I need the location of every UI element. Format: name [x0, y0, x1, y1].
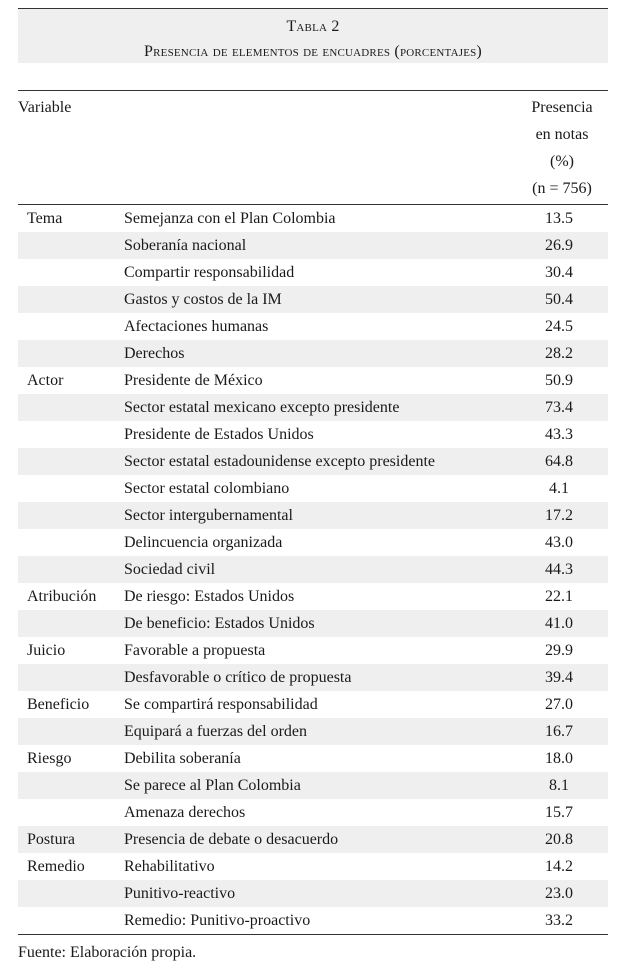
table-row: [18, 664, 608, 691]
header-presence: [516, 91, 608, 205]
document: [18, 8, 608, 963]
table-row: [18, 772, 608, 799]
row-variable: Gastos y costos de la IM: [124, 286, 516, 313]
row-variable: Soberanía nacional: [124, 232, 516, 259]
table-row: [18, 394, 608, 421]
row-value: 14.2: [545, 858, 573, 875]
table-row: [18, 799, 608, 826]
row-variable: Afectaciones humanas: [124, 318, 269, 335]
row-category: [18, 340, 124, 367]
row-value: 26.9: [516, 232, 608, 259]
table-row: [18, 340, 608, 367]
row-category: [18, 556, 124, 583]
row-value: 73.4: [516, 394, 608, 421]
row-value: 33.2: [516, 907, 608, 935]
source-note: Fuente: Elaboración propia.: [18, 944, 197, 961]
row-category: Postura: [18, 826, 124, 853]
row-category: Beneficio: [27, 696, 90, 713]
row-category: [18, 313, 124, 340]
table-row: [18, 313, 608, 340]
row-value: 43.3: [545, 426, 573, 443]
row-value: 18.0: [545, 750, 573, 767]
row-value: 22.1: [545, 588, 573, 605]
table-row: [18, 583, 608, 610]
table-row: [18, 502, 608, 529]
table-header-row: [18, 91, 608, 205]
row-category: Remedio: [27, 858, 85, 875]
header-presence-line: (%): [550, 153, 574, 170]
table-row: [18, 745, 608, 772]
table-row: [18, 421, 608, 448]
row-category: [18, 475, 124, 502]
row-category: [18, 421, 124, 448]
row-value: 50.9: [545, 372, 573, 389]
table-row: [18, 367, 608, 394]
row-value: 20.8: [516, 826, 608, 853]
table-body: [18, 205, 608, 935]
row-value: 41.0: [516, 610, 608, 637]
table-row: [18, 448, 608, 475]
row-category: [18, 394, 124, 421]
table-row: [18, 259, 608, 286]
table-row: [18, 232, 608, 259]
header-presence-line: Presencia: [531, 99, 593, 116]
row-value: 39.4: [516, 664, 608, 691]
row-variable: Presidente de Estados Unidos: [124, 426, 314, 443]
row-value: 29.9: [545, 642, 573, 659]
row-variable: Sector estatal mexicano excepto presidente: [124, 394, 516, 421]
table-row: [18, 691, 608, 718]
row-value: 28.2: [516, 340, 608, 367]
row-variable: Presidente de México: [124, 372, 263, 389]
row-category: Actor: [27, 372, 64, 389]
table-row: [18, 880, 608, 907]
row-value: 17.2: [516, 502, 608, 529]
row-variable: Amenaza derechos: [124, 804, 246, 821]
row-value: 23.0: [516, 880, 608, 907]
row-category: [18, 529, 124, 556]
row-variable: Derechos: [124, 340, 516, 367]
row-variable: De riesgo: Estados Unidos: [124, 588, 295, 605]
table-row: [18, 826, 608, 853]
row-variable: Rehabilitativo: [124, 858, 215, 875]
table-row: [18, 556, 608, 583]
header-variable: Variable: [18, 91, 516, 205]
row-value: 64.8: [516, 448, 608, 475]
row-category: Atribución: [27, 588, 97, 605]
row-value: 8.1: [516, 772, 608, 799]
row-variable: Delincuencia organizada: [124, 534, 283, 551]
row-value: 30.4: [545, 264, 573, 281]
table-row: [18, 853, 608, 880]
row-variable: Sector estatal colombiano: [124, 480, 290, 497]
row-variable: Equipará a fuerzas del orden: [124, 718, 516, 745]
table-row: [18, 205, 608, 233]
row-value: 27.0: [545, 696, 573, 713]
table-row: [18, 286, 608, 313]
table-row: [18, 475, 608, 502]
row-variable: Sector estatal estadounidense excepto presidente: [124, 448, 516, 475]
header-presence-line: en notas: [535, 126, 589, 143]
row-value: 44.3: [516, 556, 608, 583]
table-row: [18, 718, 608, 745]
row-value: 15.7: [545, 804, 573, 821]
row-variable: Favorable a propuesta: [124, 642, 266, 659]
table-row: [18, 610, 608, 637]
table-label: Tabla 2: [286, 18, 340, 35]
row-variable: Punitivo-reactivo: [124, 880, 516, 907]
row-variable: Remedio: Punitivo-proactivo: [124, 907, 516, 935]
row-category: Tema: [27, 210, 63, 227]
table-row: [18, 907, 608, 935]
row-variable: Sector intergubernamental: [124, 502, 516, 529]
row-category: [18, 718, 124, 745]
row-category: Riesgo: [27, 750, 72, 767]
row-category: [18, 664, 124, 691]
row-variable: Se compartirá responsabilidad: [124, 696, 318, 713]
table-title: Presencia de elementos de encuadres (porcentajes): [144, 43, 482, 60]
table-row: [18, 637, 608, 664]
row-category: [18, 880, 124, 907]
row-category: [18, 772, 124, 799]
row-category: [18, 799, 124, 826]
row-variable: Desfavorable o crítico de propuesta: [124, 664, 516, 691]
row-category: Juicio: [27, 642, 66, 659]
row-variable: De beneficio: Estados Unidos: [124, 610, 516, 637]
row-value: 50.4: [516, 286, 608, 313]
row-category: [18, 259, 124, 286]
frames-table: [18, 90, 608, 935]
row-value: 24.5: [545, 318, 573, 335]
row-category: [18, 448, 124, 475]
row-category: [18, 502, 124, 529]
row-variable: Sociedad civil: [124, 556, 516, 583]
row-variable: Compartir responsabilidad: [124, 264, 295, 281]
row-variable: Presencia de debate o desacuerdo: [124, 826, 516, 853]
row-value: 43.0: [545, 534, 573, 551]
row-variable: Semejanza con el Plan Colombia: [124, 210, 336, 227]
row-variable: Se parece al Plan Colombia: [124, 772, 516, 799]
header-presence-line: (n = 756): [532, 180, 592, 197]
row-value: 4.1: [549, 480, 569, 497]
row-category: [18, 286, 124, 313]
row-category: [18, 907, 124, 935]
row-category: [18, 610, 124, 637]
table-caption: [18, 8, 608, 63]
row-value: 13.5: [545, 210, 573, 227]
row-value: 16.7: [516, 718, 608, 745]
row-category: [18, 232, 124, 259]
row-variable: Debilita soberanía: [124, 750, 241, 767]
table-row: [18, 529, 608, 556]
